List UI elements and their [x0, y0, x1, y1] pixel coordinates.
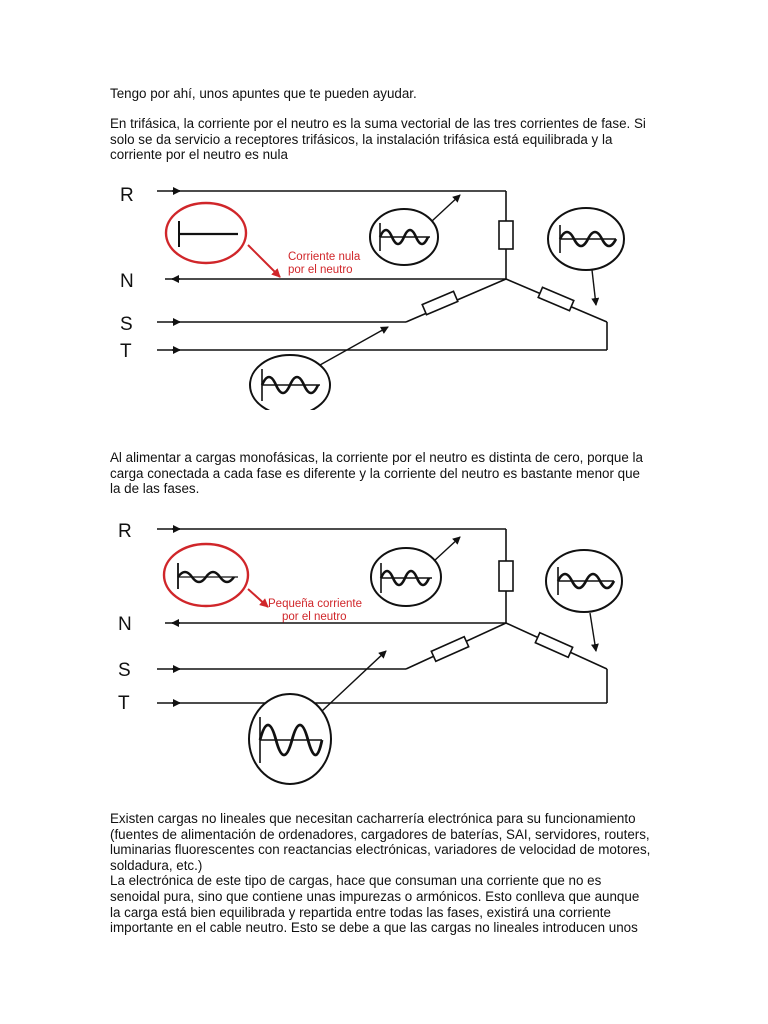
phase-label-t: T — [120, 341, 132, 362]
r-line — [157, 191, 506, 221]
annotation-line-1: Pequeña corriente — [268, 598, 362, 610]
text-line: corriente por el neutro es nula — [110, 147, 288, 163]
annotation-line-2: por el neutro — [282, 611, 347, 623]
intro-paragraph — [110, 86, 658, 102]
text-line: importante en el cable neutro. Esto se debe a que las cargas no lineales introducen unos — [110, 920, 638, 936]
text-line: Existen cargas no lineales que necesitan cacharrería electrónica para su funcionamiento — [110, 811, 636, 826]
phase-label-t: T — [118, 693, 130, 714]
text-line: la de las fases. — [110, 481, 200, 497]
resistor-t — [535, 633, 572, 658]
annotation-line-1: Corriente nula — [288, 251, 361, 263]
text-line: (fuentes de alimentación de ordenadores, cargadores de baterías, SAI, servidores, routers, — [110, 826, 650, 842]
oscilloscope-r — [370, 195, 460, 265]
resistor-t — [538, 287, 574, 310]
resistor-s — [422, 291, 458, 314]
star-branches — [406, 623, 607, 703]
text-line: La electrónica de este tipo de cargas, hace que consuman una corriente que no es — [110, 873, 602, 889]
star-branches — [406, 279, 607, 350]
text-line: Tengo por ahí, unos apuntes que te pueden ayudar. — [110, 86, 417, 101]
text-line: carga conectada a cada fase es diferente y la corriente del neutro es bastante menor que — [110, 465, 641, 481]
text-line: En trifásica, la corriente por el neutro es la suma vectorial de las tres corrientes de fase. Si — [110, 116, 646, 131]
text-line: Al alimentar a cargas monofásicas, la corriente por el neutro es distinta de cero, porque la — [110, 450, 643, 465]
oscilloscope-r — [371, 537, 460, 606]
oscilloscope-s — [250, 327, 388, 410]
oscilloscope-t — [546, 550, 622, 651]
balanced-load-diagram — [110, 175, 658, 410]
annotation-line-2: por el neutro — [288, 264, 353, 276]
three-phase-paragraph — [110, 116, 658, 163]
phase-label-n: N — [120, 271, 134, 292]
text-line: senoidal pura, sino que contiene unas impurezas o armónicos. Esto conlleva que aunque — [110, 888, 640, 904]
nonlinear-loads-paragraph — [110, 811, 658, 936]
resistor-r — [499, 561, 513, 591]
phase-label-r: R — [120, 185, 134, 206]
oscilloscope-s — [249, 651, 386, 784]
resistor-s — [431, 637, 468, 662]
text-line: solo se da servicio a receptores trifásicos, la instalación trifásica está equilibrada y la — [110, 131, 613, 147]
phase-label-r: R — [118, 521, 132, 542]
phase-label-s: S — [120, 314, 133, 335]
phase-label-n: N — [118, 614, 132, 635]
neutral-current-indicator — [164, 544, 362, 623]
text-line: soldadura, etc.) — [110, 857, 203, 873]
phase-label-s: S — [118, 660, 131, 681]
text-line: la carga está bien equilibrada y repartida entre todas las fases, existirá una corriente — [110, 904, 611, 920]
text-line: luminarias fluorescentes con reactancias electrónicas, variadores de velocidad de motores, — [110, 842, 651, 858]
neutral-current-indicator — [166, 203, 361, 277]
resistor-r — [499, 221, 513, 249]
single-phase-paragraph — [110, 450, 658, 497]
oscilloscope-t — [548, 208, 624, 305]
unbalanced-load-diagram — [110, 517, 658, 799]
